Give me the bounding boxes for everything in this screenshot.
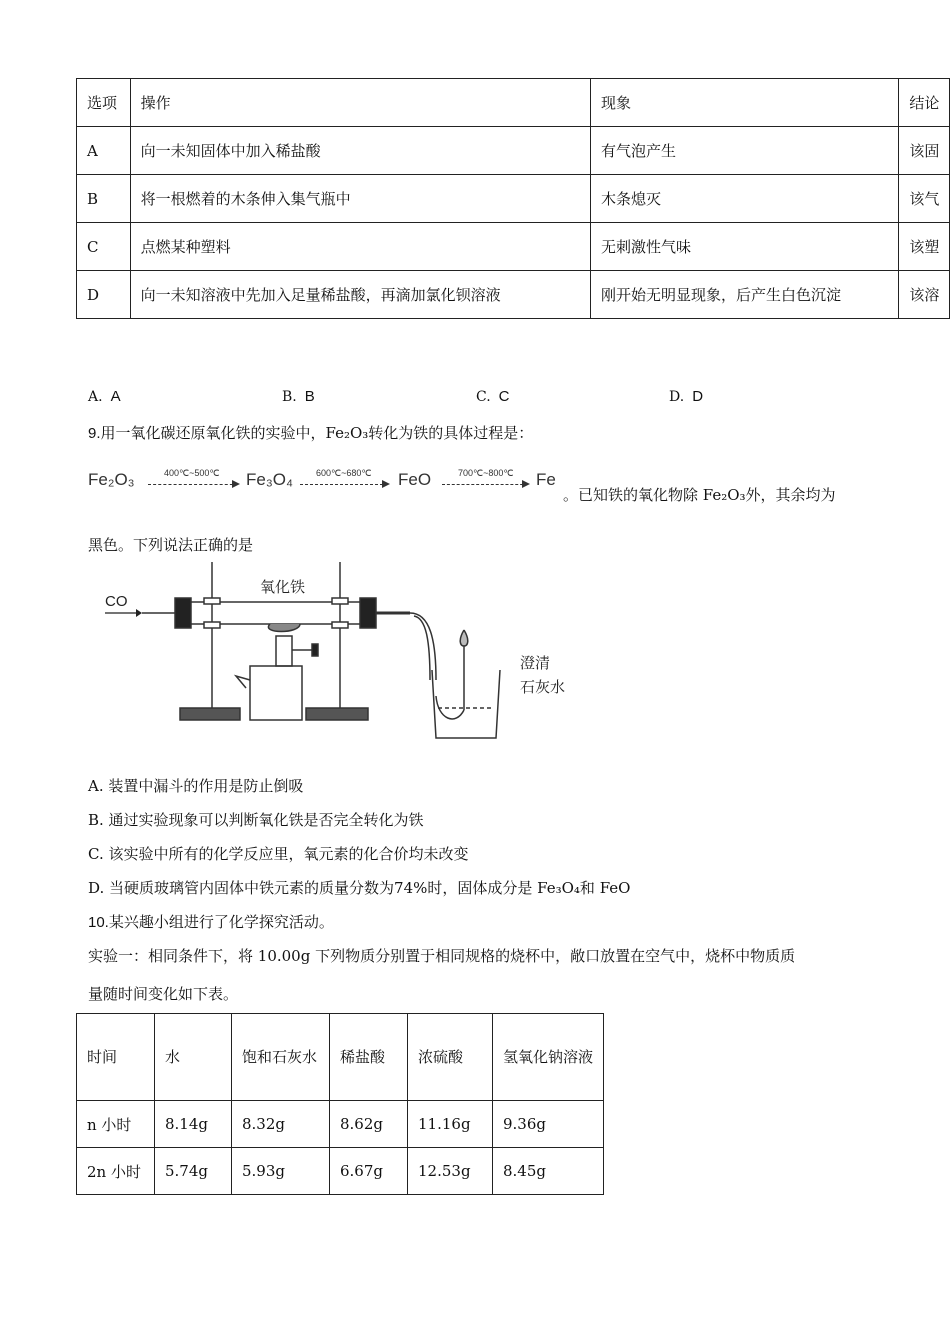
- cell: 9.36g: [493, 1101, 604, 1148]
- cell: 8.45g: [493, 1148, 604, 1195]
- label-limewater-2: 石灰水: [520, 678, 566, 696]
- q10-mass-table: [76, 1013, 604, 1195]
- table-row: [77, 127, 950, 175]
- q9-option-c[interactable]: C. 该实验中所有的化学反应里，氧元素的化合价均未改变: [88, 845, 469, 863]
- cell: 刚开始无明显现象，后产生白色沉淀: [590, 271, 898, 319]
- table-row: [77, 223, 950, 271]
- cell: n 小时: [77, 1101, 155, 1148]
- eq-temp3: 700℃~800℃: [458, 468, 514, 478]
- arrow-icon: [148, 484, 238, 485]
- cell: 2n 小时: [77, 1148, 155, 1195]
- eq-temp2: 600℃~680℃: [316, 468, 372, 478]
- q9-stem: 9.用一氧化碳还原氧化铁的实验中，Fe₂O₃转化为铁的具体过程是：: [88, 424, 534, 442]
- cell: 6.67g: [330, 1148, 408, 1195]
- arrow-icon: [300, 484, 388, 485]
- table-header-row: [77, 79, 950, 127]
- eq-fe: Fe: [536, 470, 556, 489]
- cell: 木条熄灭: [590, 175, 898, 223]
- cell: 向一未知固体中加入稀盐酸: [130, 127, 590, 175]
- header-water: 水: [155, 1014, 232, 1101]
- cell: 11.16g: [408, 1101, 493, 1148]
- header-time: 时间: [77, 1014, 155, 1101]
- q8-option-b[interactable]: B. B: [282, 388, 315, 405]
- cell: 有气泡产生: [590, 127, 898, 175]
- header-h2so4: 浓硫酸: [408, 1014, 493, 1101]
- cell: C: [77, 223, 131, 271]
- cell: 向一未知溶液中先加入足量稀盐酸，再滴加氯化钡溶液: [130, 271, 590, 319]
- table-header-row: [77, 1014, 604, 1101]
- header-limewater: 饱和石灰水: [232, 1014, 330, 1101]
- cell: 8.32g: [232, 1101, 330, 1148]
- q9-option-a[interactable]: A. 装置中漏斗的作用是防止倒吸: [88, 777, 304, 795]
- cell: A: [77, 127, 131, 175]
- arrow-icon: [442, 484, 528, 485]
- cell: 8.14g: [155, 1101, 232, 1148]
- label-co: CO: [105, 593, 128, 610]
- eq-temp1: 400℃~500℃: [164, 468, 220, 478]
- q8-option-a[interactable]: A. A: [88, 388, 121, 405]
- label-limewater-1: 澄清: [520, 654, 551, 672]
- table-row: [77, 271, 950, 319]
- eq-feo: FeO: [398, 470, 432, 489]
- q9-stem-tail: 。已知铁的氧化物除 Fe₂O₃外，其余均为: [563, 486, 836, 504]
- cell: D: [77, 271, 131, 319]
- header-option: 选项: [77, 79, 131, 127]
- cell: 无刺激性气味: [590, 223, 898, 271]
- cell: 该气: [899, 175, 950, 223]
- header-conclusion: 结论: [899, 79, 950, 127]
- cell: 将一根燃着的木条伸入集气瓶中: [130, 175, 590, 223]
- eq-fe2o3: Fe₂O₃: [88, 470, 135, 489]
- q9-option-b[interactable]: B. 通过实验现象可以判断氧化铁是否完全转化为铁: [88, 811, 424, 829]
- q8-option-c[interactable]: C. C: [476, 388, 510, 405]
- cell: 该溶: [899, 271, 950, 319]
- q9-option-d[interactable]: D. 当硬质玻璃管内固体中铁元素的质量分数为74%时，固体成分是 Fe₃O₄和 FeO: [88, 879, 631, 897]
- q10-exp1-line1: 实验一：相同条件下，将 10.00g 下列物质分别置于相同规格的烧杯中，敞口放置在空气中，烧杯中物质质: [88, 947, 796, 965]
- co-reduction-apparatus-diagram: [100, 560, 580, 740]
- label-iron-oxide: 氧化铁: [260, 578, 306, 596]
- q9-stem-line3: 黑色。下列说法正确的是: [88, 536, 254, 554]
- question8-table: [76, 78, 950, 319]
- cell: 该塑: [899, 223, 950, 271]
- eq-fe3o4: Fe₃O₄: [246, 470, 293, 489]
- table-row: [77, 1101, 604, 1148]
- table-row: [77, 175, 950, 223]
- table-row: [77, 1148, 604, 1195]
- cell: 5.74g: [155, 1148, 232, 1195]
- header-hcl: 稀盐酸: [330, 1014, 408, 1101]
- header-operation: 操作: [130, 79, 590, 127]
- header-naoh: 氢氧化钠溶液: [493, 1014, 604, 1101]
- q10-exp1-line2: 量随时间变化如下表。: [88, 985, 239, 1003]
- cell: 12.53g: [408, 1148, 493, 1195]
- cell: 8.62g: [330, 1101, 408, 1148]
- q8-option-d[interactable]: D. D: [669, 388, 704, 405]
- q10-stem: 10.某兴趣小组进行了化学探究活动。: [88, 913, 334, 931]
- cell: 5.93g: [232, 1148, 330, 1195]
- header-phenomenon: 现象: [590, 79, 898, 127]
- cell: 该固: [899, 127, 950, 175]
- cell: B: [77, 175, 131, 223]
- cell: 点燃某种塑料: [130, 223, 590, 271]
